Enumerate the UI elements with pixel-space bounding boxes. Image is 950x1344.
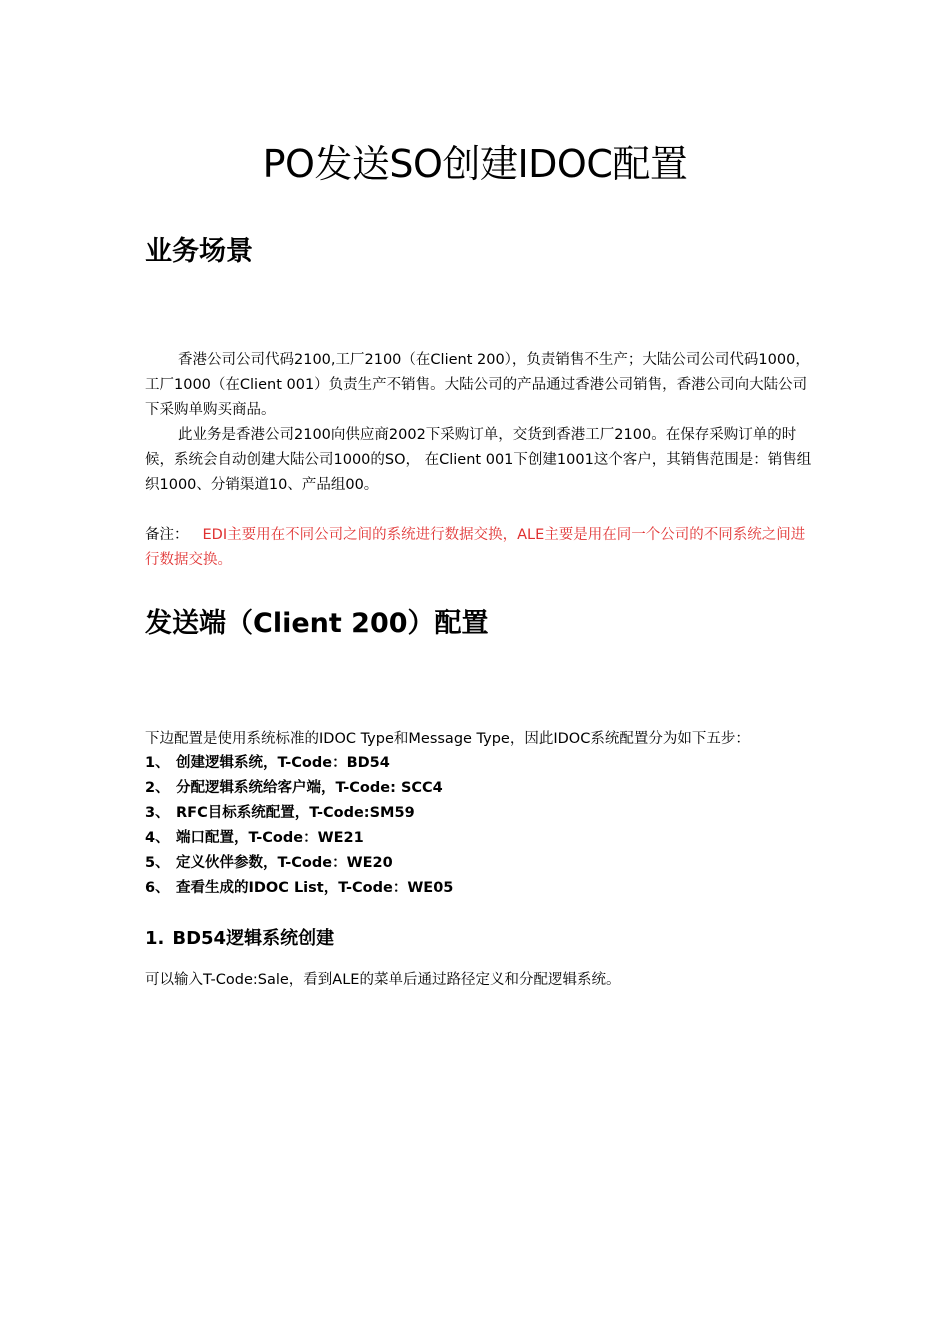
note-paragraph bbox=[145, 523, 813, 573]
list-item bbox=[145, 826, 453, 851]
subheading-number: 1. bbox=[145, 928, 165, 949]
list-item bbox=[145, 776, 453, 801]
subheading-bd54 bbox=[145, 925, 334, 953]
step-text: 查看生成的IDOC List，T-Code：WE05 bbox=[176, 880, 454, 896]
list-item bbox=[145, 751, 453, 776]
step-number: 5、 bbox=[145, 855, 170, 871]
step-text: 分配逻辑系统给客户端，T-Code: SCC4 bbox=[176, 780, 443, 796]
step-text: 创建逻辑系统，T-Code：BD54 bbox=[176, 755, 390, 771]
list-item bbox=[145, 876, 453, 901]
step-number: 2、 bbox=[145, 780, 170, 796]
document-title: PO发送SO创建IDOC配置 bbox=[262, 142, 688, 186]
step-text: RFC目标系统配置，T-Code:SM59 bbox=[176, 805, 415, 821]
list-item bbox=[145, 851, 453, 876]
step-number: 1、 bbox=[145, 755, 170, 771]
scenario-paragraph-1: 香港公司公司代码2100,工厂2100（在Client 200），负责销售不生产；大陆公司公司代码1000，工厂1000（在Client 001）负责生产不销售。大陆公司的产品通过香港公司销售，香港公司向大陆公司下采购单购买商品。 bbox=[145, 352, 810, 418]
step-text: 定义伙伴参数，T-Code：WE20 bbox=[176, 855, 393, 871]
bd54-paragraph: 可以输入T-Code:Sale，看到ALE的菜单后通过路径定义和分配逻辑系统。 bbox=[145, 972, 621, 988]
heading-sender-config: 发送端（Client 200）配置 bbox=[145, 608, 489, 639]
step-text: 端口配置，T-Code：WE21 bbox=[176, 830, 364, 846]
note-text: EDI主要用在不同公司之间的系统进行数据交换，ALE主要是用在同一个公司的不同系统之间进行数据交换。 bbox=[145, 527, 806, 568]
config-steps-list bbox=[145, 751, 453, 901]
heading-business-scenario: 业务场景 bbox=[145, 236, 253, 267]
step-number: 6、 bbox=[145, 880, 170, 896]
step-number: 4、 bbox=[145, 830, 170, 846]
note-label: 备注： bbox=[145, 527, 189, 543]
step-number: 3、 bbox=[145, 805, 170, 821]
list-item bbox=[145, 801, 453, 826]
scenario-paragraph-2: 此业务是香港公司2100向供应商2002下采购订单，交货到香港工厂2100。在保存采购订单的时候，系统会自动创建大陆公司1000的SO， 在Client 001下创建1001这个客户，其销售范围是：销售组织1000、分销渠道10、产品组00。 bbox=[145, 427, 812, 493]
subheading-text: BD54逻辑系统创建 bbox=[172, 928, 335, 949]
sender-intro-paragraph: 下边配置是使用系统标准的IDOC Type和Message Type，因此IDOC系统配置分为如下五步： bbox=[145, 731, 750, 747]
